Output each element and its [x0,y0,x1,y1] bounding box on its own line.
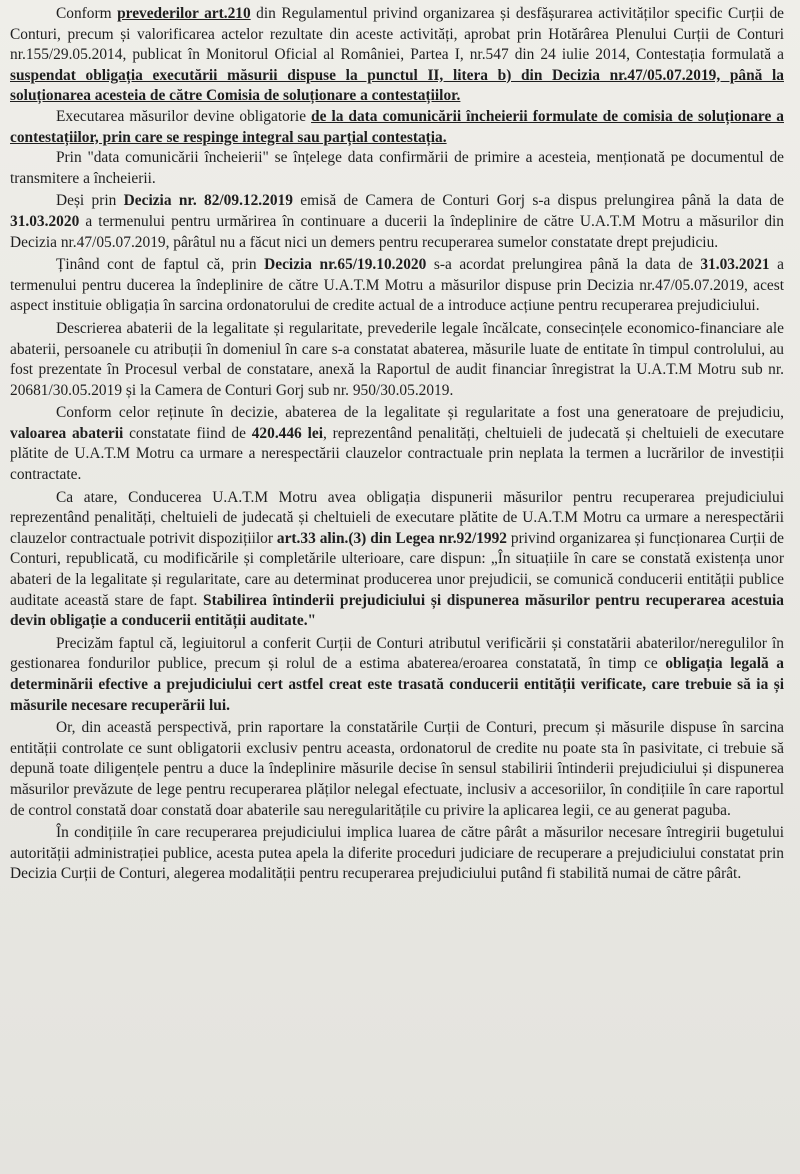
bold-run: Stabilirea întinderii prejudiciului și dispunerea măsurilor pentru recuperarea acestuia devin obligație a conducerii entității auditate." [10,591,784,630]
paragraph-11 [10,823,784,885]
text-run: Ținând cont de faptul că, prin [56,256,265,274]
bold-run: valoarea abaterii [10,424,124,442]
text-run: s-a acordat prelungirea până la data de [426,256,701,274]
paragraph-10 [10,718,784,821]
paragraph-3 [10,148,784,189]
paragraph-1 [10,4,784,107]
text-run: Ca atare, Conducerea U.A.T.M Motru avea obligația dispunerii măsurilor pentru recuperarea prejudiciului reprezentând penalități, cheltuieli de judecată și cheltuieli de executare plătite de U.A.T.M Motru ca urmare a nerespectării clauzelor contractuale potrivit dispozițiilor [10,488,784,547]
bold-run: 31.03.2020 [10,212,80,230]
paragraph-9 [10,634,784,716]
text-run: Conform celor reținute în decizie, abaterea de la legalitate și regularitate a fost una generatoare de prejudiciu, [56,404,784,422]
text-run: a termenului pentru ducerea la îndeplinire de către U.A.T.M Motru a măsurilor dispuse prin Decizia nr.47/05.07.2019, acest aspect instituie obligația în sarcina ordonatorului de credite actual de a introduce acțiune pentru recuperarea prejudiciului. [10,256,784,315]
paragraph-2 [10,107,784,148]
paragraph-5 [10,255,784,317]
text-run: din Regulamentul privind organizarea și desfășurarea activităților specific Curții de Conturi, precum și valorificarea actelor rezultate din aceste activități, aprobat prin Hotărârea Plenului Curții de Conturi nr.155/29.05.2014, publicat în Monitorul Oficial al României, Partea I, nr.547 din 24 iulie 2014, Contestația formulată a [10,5,784,64]
text-run: a termenului pentru urmărirea în continuare a ducerii la îndeplinire de către U.A.T.M Motru a măsurilor din Decizia nr.47/05.07.2019, pârâtul nu a făcut nici un demers pentru recuperarea sumelor constatate drept prejudiciu. [10,212,784,251]
text-run: Prin "data comunicării încheierii" se înțelege data confirmării de primire a acesteia, menționată pe documentul de transmitere a încheierii. [10,149,784,187]
bold-run: Decizia nr.65/19.10.2020 [264,256,427,274]
text-run: , reprezentând penalități, cheltuieli de judecată și cheltuieli de executare plătite de U.A.T.M Motru ca urmare a nerespectării clauzelor contractuale prin neplata la termen a lucrărilor de investiții contractate. [10,424,784,484]
bold-run: art.33 alin.(3) din Legea nr.92/1992 [276,529,507,547]
bold-run: 420.446 lei [251,424,323,442]
text-run: constatate fiind de [123,424,252,442]
paragraph-7 [10,403,784,485]
bold-underlined-run: suspendat obligația executării măsurii dispuse la punctul II, litera b) din Decizia nr.47/05.07.2019, până la soluționarea acesteia de către Comisia de soluționare a contestațiilor. [10,66,784,105]
text-run: emisă de Camera de Conturi Gorj s-a dispus prelungirea până la data de [292,192,784,210]
text-run: Executarea măsurilor devine obligatorie [56,107,312,125]
text-run: Or, din această perspectivă, prin raportare la constatările Curții de Conturi, precum și măsurile dispuse în sarcina entității controlate ce sunt obligatorii exclusiv pentru aceasta, ordonatorul de credite nu poate sta în pasivitate, ci trebuie să depună toate diligențele pentru a duce la îndeplinire măsurile decise în sensul stabilirii întinderii prejudiciului și dispunerea măsurilor prevăzute de lege pentru recuperarea plăților nelegal efectuate, inclusiv a accesoriilor, în condițiile în care raportul de control constată doar constată doar abaterile sau neregularitățile cu privire la aplicarea legii, ce au generat paguba. [10,719,784,819]
text-run: Conform [56,5,118,22]
bold-underlined-run: prevederilor art.210 [117,5,251,22]
paragraph-8 [10,488,784,632]
paragraph-6 [10,319,784,401]
text-run: Descrierea abaterii de la legalitate și regularitate, prevederile legale încălcate, consecințele economico-financiare ale abaterii, persoanele cu atribuții în domeniul în care s-a constatat abaterea, măsurile luate de entitate în timpul controlului, au fost prezentate în Procesul verbal de constatare, anexă la Raportul de audit financiar înregistrat la U.A.T.M Motru sub nr. 20681/30.05.2019 și la Camera de Conturi Gorj sub nr. 950/30.05.2019. [10,319,784,399]
text-run: privind organizarea și funcționarea Curții de Conturi, republicată, cu modificările și completările ulterioare, care dispun: „În situațiile în care se constată existența unor abateri de la legalitate și regularitate, care au determinat producerea unor prejudicii, se comunică conducerii entității publice auditate această stare de fapt. [10,529,784,609]
bold-run: 31.03.2021 [700,256,770,274]
bold-run: obligația legală a determinării efective a prejudiciului cert astfel creat este trasată conducerii entității verificate, care trebuie să ia și măsurile necesare recuperării lui. [10,655,785,714]
text-run: Precizăm faptul că, legiuitorul a conferit Curții de Conturi atributul verificării și constatării abaterilor/neregulilor în gestionarea fondurilor publice, precum și rolul de a estima abaterea/eroarea constatată, în timp ce [10,634,784,673]
bold-run: Decizia nr. 82/09.12.2019 [123,192,293,210]
paragraph-4 [10,191,784,253]
text-run: Deși prin [56,192,124,210]
bold-underlined-run: de la data comunicării încheierii formulate de comisia de soluționare a contestațiilor, prin care se respinge integral sau parțial contestația. [10,107,784,146]
text-run: În condițiile în care recuperarea prejudiciului implica luarea de către pârât a măsurilor necesare întregirii bugetului autorității administrației publice, acesta putea apela la diferite proceduri judiciare de recuperare a prejudiciului constatat prin Decizia Curții de Conturi, alegerea modalității pentru recuperarea prejudiciului putând fi stabilită numai de către pârât. [10,824,784,883]
